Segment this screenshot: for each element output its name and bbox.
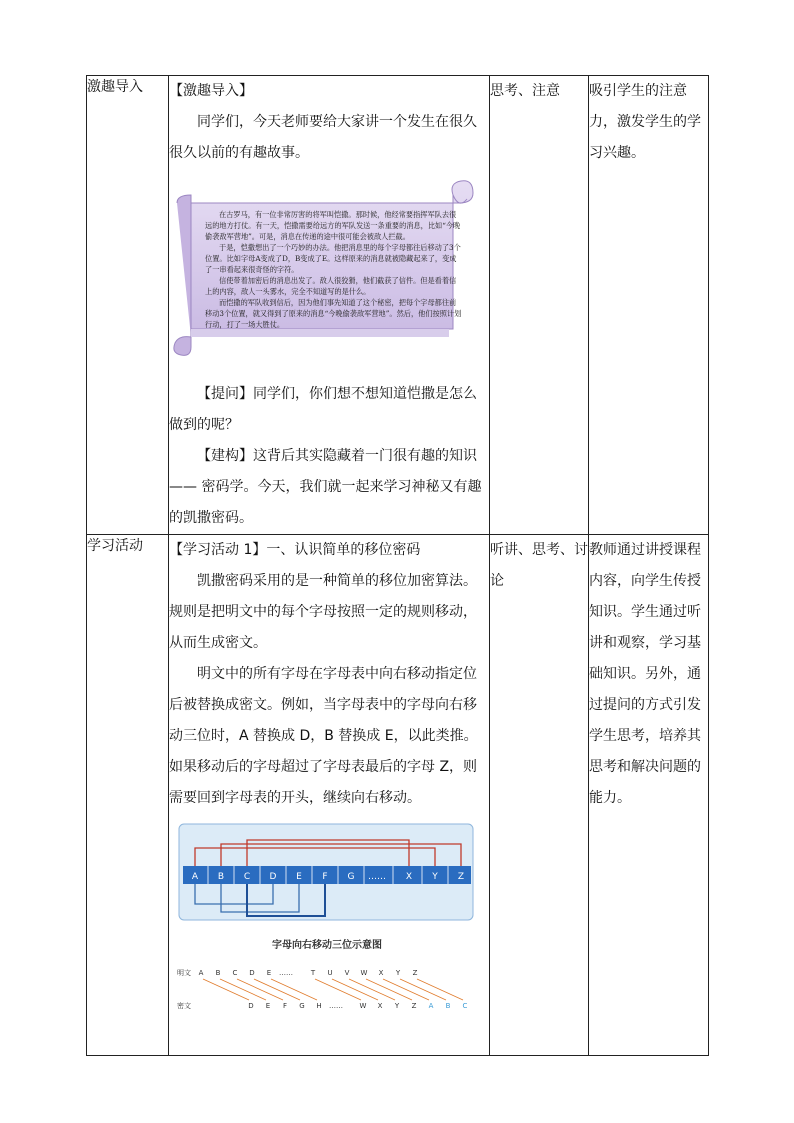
story-paragraph: 于是，恺撒想出了一个巧妙的办法。他把消息里的每个字母都往后移动了3个位置。比如字母A变成了D，B变成了E。这样原来的消息就被隐藏起来了，变成了一串看起来很奇怪的字符。: [205, 243, 461, 274]
ciphertext-letter: E: [265, 1002, 271, 1010]
plaintext-letter: U: [327, 969, 333, 977]
design-purpose-cell: [589, 535, 709, 1056]
ciphertext-letter: H: [316, 1002, 322, 1010]
alphabet-letter: ……: [368, 872, 386, 882]
lesson-plan-table-wrap: [86, 75, 708, 1055]
shift-example-paragraph: 明文中的所有字母在字母表中向右移动指定位后被替换成密文。例如，当字母表中的字母向右移动三位时，A 替换成 D，B 替换成 E，以此类推。如果移动后的字母超过了字母表最后的字母 Z，则需要回到字母表的开头，继续向右移动。: [169, 666, 478, 806]
stage-cell: [87, 535, 169, 1056]
student-activity: 思考、注意: [490, 83, 560, 99]
plaintext-letter: B: [215, 969, 221, 977]
alphabet-letter: E: [296, 872, 302, 882]
ciphertext-letter: G: [299, 1002, 305, 1010]
cipher-rule-paragraph: 凯撒密码采用的是一种简单的移位加密算法。规则是把明文中的每个字母按照一定的规则移动，从而生成密文。: [169, 573, 477, 651]
ciphertext-letter: X: [377, 1002, 383, 1010]
ciphertext-letter: D: [248, 1002, 254, 1010]
plaintext-letter: D: [249, 969, 255, 977]
alphabet-letter: B: [217, 872, 225, 882]
alphabet-letter: X: [405, 872, 413, 882]
content-cell: [169, 76, 490, 535]
plaintext-letter: V: [344, 969, 350, 977]
alphabet-letter: A: [191, 872, 199, 882]
plaintext-letter: W: [360, 969, 368, 977]
story-paragraph: 而恺撒的军队收到信后，因为他们事先知道了这个秘密，把每个字母都往前移动3个位置，就又得到了原来的消息“今晚偷袭敌军营地”。然后，他们按照计划行动，打了一场大胜仗。: [205, 298, 462, 329]
design-purpose: 吸引学生的注意力，激发学生的学习兴趣。: [589, 83, 701, 161]
stage-cell: [87, 76, 169, 535]
alphabet-letter: G: [347, 872, 355, 882]
plaintext-letter: X: [378, 969, 384, 977]
student-activity: 听讲、思考、讨论: [490, 542, 588, 589]
alphabet-letter: F: [322, 872, 328, 882]
ciphertext-letter: Z: [411, 1002, 417, 1010]
plaintext-letter: T: [310, 969, 316, 977]
question-paragraph: 【提问】同学们，你们想不想知道恺撒是怎么做到的呢？: [169, 386, 477, 433]
stage-label: 学习活动: [87, 538, 143, 554]
ciphertext-label: 密文: [177, 1002, 191, 1010]
student-activity-cell: [490, 535, 589, 1056]
lesson-plan-table: [86, 75, 709, 1056]
section-heading: 【激趣导入】: [169, 83, 253, 99]
ciphertext-letter: B: [445, 1002, 451, 1010]
story-text: [205, 209, 463, 330]
ciphertext-letter: C: [462, 1002, 468, 1010]
alphabet-letter: Z: [457, 872, 465, 882]
alphabet-letter: Y: [432, 872, 438, 882]
design-purpose-cell: [589, 76, 709, 535]
section-heading: 【学习活动 1】一、认识简单的移位密码: [169, 542, 421, 558]
plaintext-letter: ……: [279, 969, 293, 977]
ciphertext-letter: F: [282, 1002, 288, 1010]
story-paragraph: 信使带着加密后的消息出发了。敌人很狡猾，他们截获了信件。但是看着信上的内容，敌人一头雾水，完全不知道写的是什么。: [205, 276, 457, 296]
story-intro: 同学们，今天老师要给大家讲一个发生在很久很久以前的有趣故事。: [169, 114, 477, 161]
plaintext-label: 明文: [177, 969, 191, 977]
alphabet-letter: C: [243, 872, 251, 882]
ciphertext-letter: Y: [394, 1002, 400, 1010]
plaintext-letter: A: [198, 969, 204, 977]
figure-caption: 字母向右移动三位示意图: [272, 940, 382, 951]
stage-label: 激趣导入: [87, 79, 143, 95]
construct-paragraph: 【建构】这背后其实隐藏着一门很有趣的知识—— 密码学。今天，我们就一起来学习神秘又有趣的凯撒密码。: [169, 448, 482, 526]
alphabet-letter: D: [269, 872, 277, 882]
shift-diagram-graphic: [177, 822, 477, 1032]
ciphertext-letter: A: [428, 1002, 434, 1010]
row-intro: [87, 76, 709, 535]
plaintext-letter: Z: [412, 969, 418, 977]
plaintext-letter: Y: [395, 969, 401, 977]
content-cell: [169, 535, 490, 1056]
ciphertext-letter: ……: [329, 1002, 343, 1010]
ciphertext-letter: W: [359, 1002, 367, 1010]
story-scroll-image: [169, 179, 489, 369]
shift-diagram: [177, 822, 489, 1032]
plaintext-letter: C: [232, 969, 238, 977]
story-paragraph: 在古罗马，有一位非常厉害的将军叫恺撒。那时候，他经常要指挥军队去很远的地方打仗。有一天，恺撒需要给远方的军队发送一条重要的消息，比如“今晚偷袭敌军营地”。可是，消息在传递的途中很可能会被敌人拦截。: [205, 210, 461, 241]
row-learning: [87, 535, 709, 1056]
plaintext-letter: E: [266, 969, 272, 977]
design-purpose: 教师通过讲授课程内容，向学生传授知识。学生通过听讲和观察，学习基础知识。另外，通过提问的方式引发学生思考，培养其思考和解决问题的能力。: [589, 542, 701, 806]
student-activity-cell: [490, 76, 589, 535]
